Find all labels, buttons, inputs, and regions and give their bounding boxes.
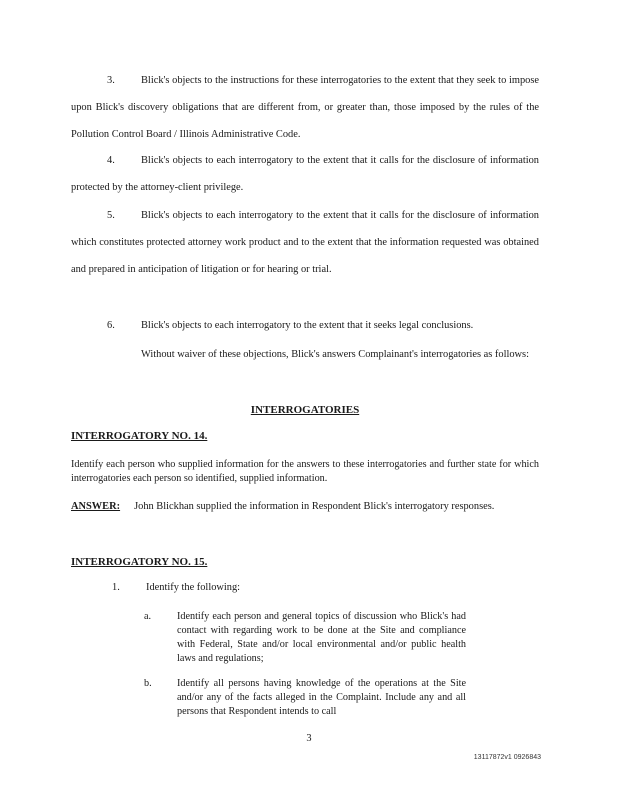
page-number: 3 xyxy=(306,733,312,744)
document-id: 13117872v1 0926843 xyxy=(473,754,541,761)
interrogatory-15-item-b xyxy=(144,677,466,719)
lead-bullet: 1. xyxy=(112,582,120,593)
interrogatory-15-lead xyxy=(112,582,240,593)
objection-paragraph-4 xyxy=(71,148,539,202)
item-letter: b. xyxy=(144,678,152,689)
paragraph-number: 4. xyxy=(107,155,115,166)
waiver-text: Without waiver of these objections, Blick's answers Complainant's interrogatories as follows: xyxy=(141,349,529,360)
answer-text: John Blickhan supplied the information in Respondent Blick's interrogatory responses. xyxy=(134,501,495,512)
interrogatory-15-heading: INTERROGATORY NO. 15. xyxy=(71,556,208,568)
lead-text: Identify the following: xyxy=(146,582,241,593)
paragraph-text: Blick's objects to each interrogatory to the extent that it seeks legal conclusions. xyxy=(141,320,474,331)
paragraph-text: Blick's objects to each interrogatory to the extent that it calls for the disclosure of information which constitutes protected attorney work product and to the extent that the information requested was obtained and prepared in anticipation of litigation or for hearing or trial. xyxy=(71,210,539,275)
interrogatory-14-heading: INTERROGATORY NO. 14. xyxy=(71,430,208,442)
interrogatory-14-text: Identify each person who supplied information for the answers to these interrogatories and further state for which interrogatories each person so identified, supplied information. xyxy=(71,459,539,484)
item-letter: a. xyxy=(144,611,152,622)
answer-label: ANSWER: xyxy=(71,501,121,512)
paragraph-text: Blick's objects to the instructions for these interrogatories to the extent that they seek to impose upon Blick's discovery obligations that are different from, or greater than, those imposed by the rules of the Pollution Control Board / Illinois Administrative Code. xyxy=(71,75,539,140)
section-title: INTERROGATORIES xyxy=(250,404,360,416)
interrogatory-15-item-a xyxy=(144,610,466,666)
item-text: Identify all persons having knowledge of the operations at the Site and/or any of the facts alleged in the Complaint. Include any and all persons that Respondent intends to call xyxy=(177,678,466,717)
paragraph-text: Blick's objects to each interrogatory to the extent that it calls for the disclosure of information protected by the attorney-client privilege. xyxy=(71,155,539,193)
paragraph-number: 3. xyxy=(107,75,115,86)
item-text: Identify each person and general topics of discussion who Blick's had contact with regarding work to be done at the Site and compliance with Federal, State and/or local environmental and/or public health laws and regulations; xyxy=(177,611,466,664)
interrogatory-14-answer xyxy=(71,494,539,521)
paragraph-number: 5. xyxy=(107,210,115,221)
paragraph-number: 6. xyxy=(107,320,115,331)
objection-paragraph-6 xyxy=(71,313,539,340)
waiver-paragraph xyxy=(71,342,539,369)
objection-paragraph-5 xyxy=(71,203,539,283)
objection-paragraph-3 xyxy=(71,68,539,148)
